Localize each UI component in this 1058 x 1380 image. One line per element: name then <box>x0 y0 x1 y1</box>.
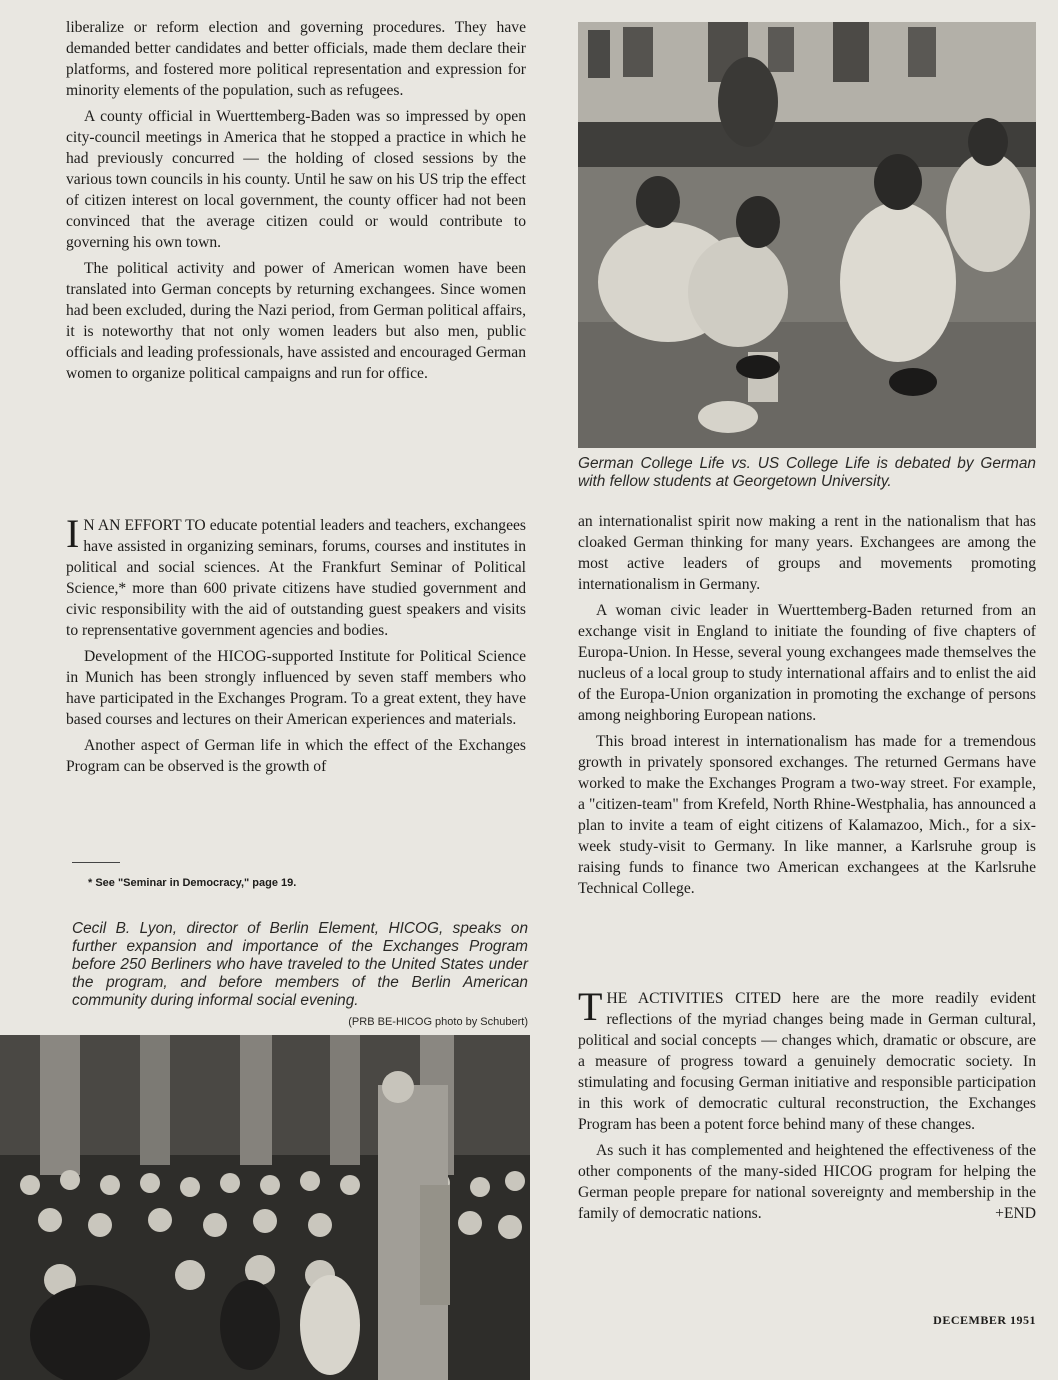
paragraph: This broad interest in internationalism has made for a tremendous growth in privately sponsored exchanges. The returned Germans have worked to make the Exchanges Program a two-way street. For example, a "citizen-team" from Krefeld, North Rhine-Westphalia, has announced a plan to invite a team of eight citizens of Kalamazoo, Mich., for a six-week study-visit to Germany. In like manner, a Karlsruhe group is raising funds to finance two American exchangees at the Karlsruhe Technical College. <box>578 733 1036 897</box>
photo-caption-bottom <box>72 920 528 1031</box>
section-opening-paragraph <box>578 984 1036 1135</box>
paragraph-text: HE ACTIVITIES CITED here are the more readily evident reflections of the myriad changes being made in German cultural, political and social concepts — changes which, dramatic or obscure, are a measure of progress toward a genuinely democratic society. In stimulating and focusing German initiative and responsible participation in this work of democratic cultural reconstruction, the Exchanges Program has been a potent force behind many of these changes. <box>578 990 1036 1133</box>
college-students-photo <box>578 22 1036 448</box>
paragraph: A woman civic leader in Wuerttemberg-Baden returned from an exchange visit in England to initiate the founding of five chapters of Europa-Union. In Hesse, several young exchangees made themselves the nucleus of a local group to study international affairs and to enlist the aid of the Europa-Union organization in promoting the exchange of persons among neighboring European nations. <box>578 602 1036 724</box>
end-mark: +END <box>995 1205 1036 1222</box>
photo-caption-top: German College Life vs. US College Life is debated by German with fellow students at Georgetown University. <box>578 455 1036 490</box>
audience-photo <box>0 1035 530 1380</box>
paragraph: The political activity and power of American women have been translated into German concepts by returning exchangees. Since women had been excluded, during the Nazi period, from German political affairs, it is noteworthy that not only women leaders but also men, public officials and leading professionals, have assisted and encouraged German women to organize political campaigns and run for office. <box>66 260 526 382</box>
closing-paragraph <box>578 1140 1036 1224</box>
paragraph: liberalize or reform election and governing procedures. They have demanded better candidates and better officials, made them declare their platforms, and fostered more political representation and expression for minority elements of the population, such as refugees. <box>66 19 526 99</box>
article-column-right-bot <box>578 984 1036 1224</box>
footnote: * See "Seminar in Democracy," page 19. <box>88 877 297 889</box>
paragraph-text: As such it has complemented and heightened the effectiveness of the other components of the many-sided HICOG program for helping the German people prepare for national sovereignty and membership in the family of democratic nations. <box>578 1142 1036 1222</box>
drop-cap: I <box>66 511 80 556</box>
section-opening-paragraph <box>66 511 526 641</box>
article-column-left-mid <box>66 511 526 777</box>
article-column-left-top <box>66 17 526 384</box>
article-column-right-mid <box>578 511 1036 899</box>
drop-cap: T <box>578 984 603 1029</box>
caption-text: Cecil B. Lyon, director of Berlin Element, HICOG, speaks on further expansion and importance of the Exchanges Program before 250 Berliners who have traveled to the United States under the program, and before members of the Berlin American community during informal social evening. <box>72 920 528 1009</box>
paragraph: an internationalist spirit now making a rent in the nationalism that has cloaked German thinking for many years. Exchangees are among the most active leaders of groups and movements promoting internationalism in Germany. <box>578 513 1036 593</box>
page-date: DECEMBER 1951 <box>933 1313 1036 1327</box>
paragraph-text: N AN EFFORT TO educate potential leaders and teachers, exchangees have assisted in organizing seminars, forums, courses and institutes in political and social sciences. At the Frankfurt Seminar of Political Science,* more than 600 private citizens have studied government and civic responsibility with the aid of outstanding guest speakers and visits to reprensentative government agencies and bodies. <box>66 517 526 639</box>
paragraph: Development of the HICOG-supported Institute for Political Science in Munich has been strongly influenced by seven staff members who have participated in the Exchanges Program. To a great extent, they have based courses and lectures on their American experiences and materials. <box>66 648 526 728</box>
paragraph: A county official in Wuerttemberg-Baden was so impressed by open city-council meetings in America that he stopped a practice in which he had previously concurred — the holding of closed sessions by the various town councils in his county. Until he saw on his US trip the effect of citizen interest on local government, the county officer had not been convinced that the average citizen could or would contribute to governing his own town. <box>66 108 526 251</box>
photo-credit: (PRB BE-HICOG photo by Schubert) <box>348 1016 528 1028</box>
paragraph: Another aspect of German life in which the effect of the Exchanges Program can be observed is the growth of <box>66 737 526 775</box>
footnote-rule <box>72 862 120 863</box>
